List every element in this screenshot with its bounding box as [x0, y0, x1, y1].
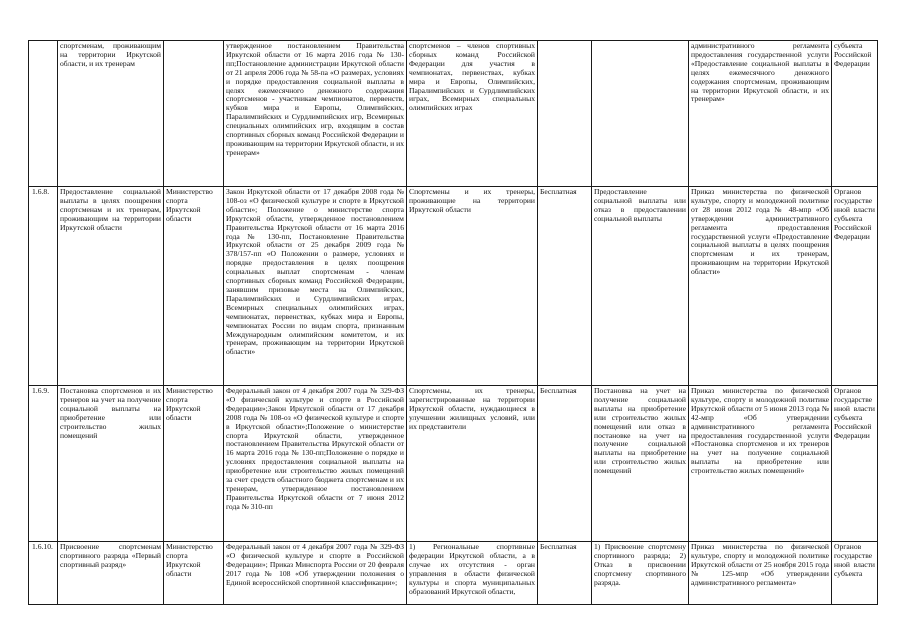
service-name: Присвоение спортсменам спортивного разряда «Первый спортивный разряд» [58, 542, 164, 605]
authority-level: Органов государственной власти субъекта Российской Федерации [832, 187, 878, 386]
legal-basis: Федеральный закон от 4 декабря 2007 года № 329-ФЗ «О физической культуре и спорте в Российской Федерации»;Закон Иркутской области от 17 декабря 2008 года № 108-оз «О физической культуре и спорте в Иркутской области»;Положение о министерстве спорта Иркутской области, утвержденное постановлением Правительства Иркутской области от 16 марта 2016 года № 130-пп;Положение о порядке и условиях предоставления социальной выплаты на приобретение или строительство жилых помещений за счет средств областного бюджета спортсменам и их тренерам, утвержденное постановлением Правительства Иркутской области от 7 июня 2012 года № 310-пп [224, 386, 407, 542]
table-row [29, 187, 878, 386]
administrative-regulation: административного регламента предоставления государственной услуги «Предоставление социальной выплаты в целях ежемесячного денежного содержания спортсменам, проживающим на территории Иркутской области, и их тренерам» [689, 41, 832, 187]
legal-basis: Закон Иркутской области от 17 декабря 2008 года № 108-оз «О физической культуре и спорте в Иркутской области»; Положение о министерстве спорта Иркутской области, утвержденное постановлением Правительства Иркутской области от 16 марта 2016 года № 130-пп, Постановление Правительства Иркутской области от 25 декабря 2009 года № 378/157-пп «О Положении о размере, условиях и порядке предоставления в целях поощрения социальных выплат спортсменам - членам спортивных сборных команд Российской Федерации, занявшим призовые места на Олимпийских, Паралимпийских и Сурдлимпийских играх, Всемирных специальных олимпийских играх, чемпионатах, первенствах, кубках мира и Европы, чемпионатах России по видам спорта, признанным Международным олимпийским комитетом, и их тренерам, проживающим на территории Иркутской области» [224, 187, 407, 386]
service-name: Предоставление социальной выплаты в целях поощрения спортсменам и их тренерам, проживающим на территории Иркутской области [58, 187, 164, 386]
row-number: 1.6.10. [29, 542, 58, 605]
administrative-regulation: Приказ министерства по физической культуре, спорту и молодежной политике от 28 июня 2012 года № 48-мпр «Об утверждении административного регламента предоставления государственной услуги «Предоставление социальной выплаты в целях поощрения спортсменам и их тренерам, проживающим на территории Иркутской области» [689, 187, 832, 386]
authority-level: Органов государственной власти субъекта Российской Федерации [832, 386, 878, 542]
responsible-organization: Министерство спорта Иркутской области [164, 386, 224, 542]
service-result [592, 41, 689, 187]
responsible-organization: Министерство спорта Иркутской области [164, 542, 224, 605]
service-result: Постановка на учет на получение социальной выплаты на приобретение или строительство жилых помещений или отказ в постановке на учет на получение социальной выплаты на приобретение или строительство жилых помещений [592, 386, 689, 542]
administrative-regulation: Приказ министерства по физической культуре, спорту и молодежной политике Иркутской области от 5 июня 2013 года № 42-мпр «Об утверждении административного регламента предоставления государственной услуги «Постановка спортсменов и их тренеров на учет на получение социальной выплаты на приобретение или строительство жилых помещений» [689, 386, 832, 542]
service-fee: Бесплатная [538, 542, 592, 605]
service-result: Предоставление социальной выплаты или отказ в предоставлении социальной выплаты [592, 187, 689, 386]
service-name: спортсменам, проживающим на территории Иркутской области, и их тренерам [58, 41, 164, 187]
service-recipients: 1) Региональные спортивные федерации Иркутской области, а в случае их отсутствия - орган управления в области физической культуры и спорта муниципальных образований Иркутской области, [407, 542, 538, 605]
table-row [29, 386, 878, 542]
row-number: 1.6.8. [29, 187, 58, 386]
service-recipients: Спортсмены и их тренеры, проживающие на территории Иркутской области [407, 187, 538, 386]
services-registry-table [28, 40, 878, 605]
service-recipients: Спортсмены, их тренеры, зарегистрированные на территории Иркутской области, нуждающиеся в улучшении жилищных условий, или их представители [407, 386, 538, 542]
legal-basis: утвержденное постановлением Правительства Иркутской области от 16 марта 2016 года № 130-пп;Постановление администрации Иркутской области от 21 апреля 2006 года № 58-па «О размерах, условиях и порядке предоставления социальной выплаты в целях ежемесячного денежного содержания спортсменов - участникам чемпионатов, первенств, кубков мира и Европы, Олимпийских, Паралимпийских и Сурдлимпийских игр, Всемирных специальных олимпийских игр, входящим в состав спортивных сборных команд Российской Федерации и проживающим на территории Иркутской области, и их тренерам» [224, 41, 407, 187]
responsible-organization: Министерство спорта Иркутской области [164, 187, 224, 386]
service-recipients: спортсменов – членов спортивных сборных команд Российской Федерации для участия в чемпионатах, первенствах, кубках мира и Европы, Олимпийских, Паралимпийских и Сурдлимпийских играх, Всемирных специальных олимпийских играх [407, 41, 538, 187]
service-result: 1) Присвоение спортсмену спортивного разряда; 2) Отказ в присвоении спортсмену спортивного разряда. [592, 542, 689, 605]
service-fee [538, 41, 592, 187]
legal-basis: Федеральный закон от 4 декабря 2007 года № 329-ФЗ «О физической культуре и спорте в Российской Федерации»; Приказ Минспорта России от 20 февраля 2017 года № 108 «Об утверждении положения о Единой всероссийской спортивной классификации»; [224, 542, 407, 605]
service-fee: Бесплатная [538, 386, 592, 542]
authority-level: субъекта Российской Федерации [832, 41, 878, 187]
table-row [29, 41, 878, 187]
table-row [29, 542, 878, 605]
service-name: Постановка спортсменов и их тренеров на учет на получение социальной выплаты на приобретение или строительство жилых помещений [58, 386, 164, 542]
administrative-regulation: Приказ министерства по физической культуре, спорту и молодежной политике Иркутской области от 25 ноября 2015 года № 125-мпр «Об утверждении административного регламента» [689, 542, 832, 605]
authority-level: Органов государственной власти субъекта [832, 542, 878, 605]
row-number [29, 41, 58, 187]
responsible-organization [164, 41, 224, 187]
service-fee: Бесплатная [538, 187, 592, 386]
row-number: 1.6.9. [29, 386, 58, 542]
